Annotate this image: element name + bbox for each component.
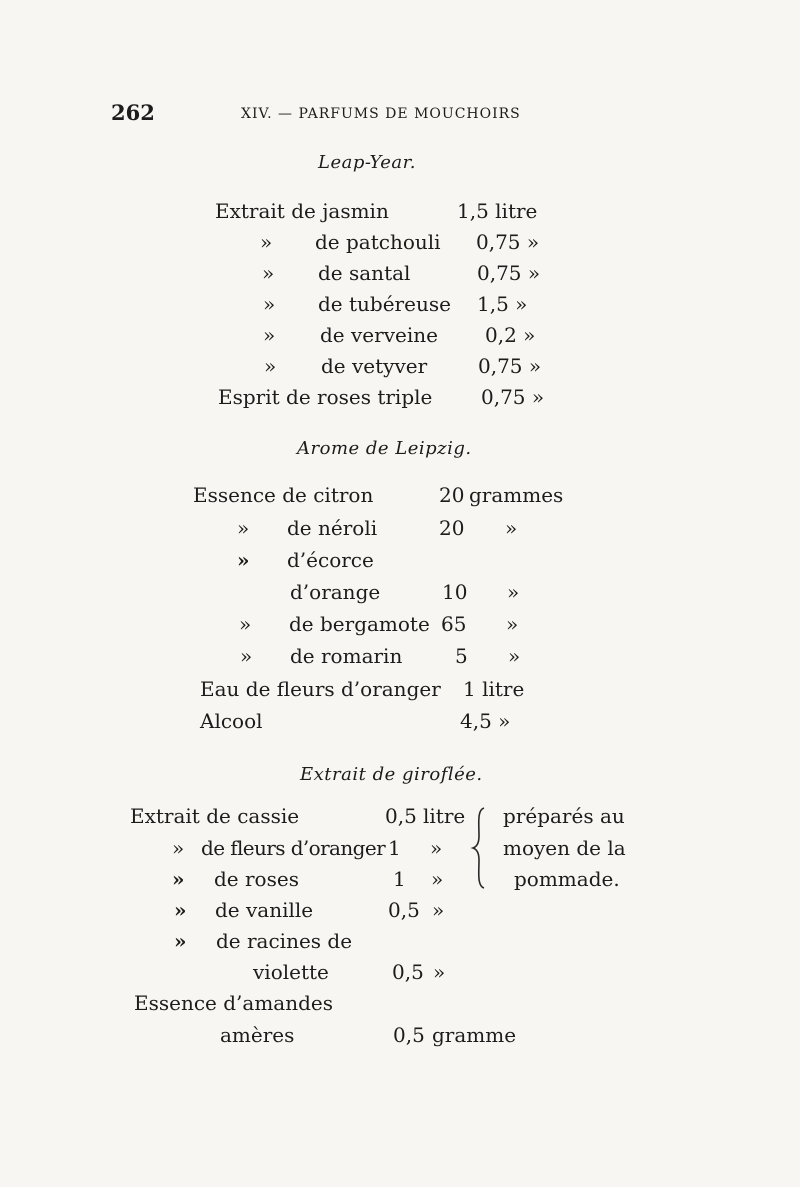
ingredient-name: de romarin [290,644,403,668]
ingredient-amount: 20 [439,516,465,540]
ingredient-amount: 20 [439,483,465,507]
ingredient-name: Esprit de roses triple [218,385,433,409]
ingredient-name-continued: amères [220,1023,295,1047]
ingredient-amount: 1 [388,836,401,860]
ditto-mark: » [237,516,250,540]
ingredient-quantity: 0,75 » [476,230,540,254]
ingredient-amount: 4,5 » [460,709,511,733]
ingredient-quantity: 0,75 » [481,385,545,409]
ditto-mark: » [237,548,250,572]
recipe-title: Arome de Leipzig. [297,438,472,459]
ditto-mark: » [262,261,275,285]
ingredient-amount: 10 [442,580,468,604]
ingredient-name: de racines de [216,929,353,953]
ingredient-quantity: 1,5 » [477,292,528,316]
side-note-line: pommade. [514,867,620,891]
ingredient-name: Extrait de jasmin [215,199,389,223]
ingredient-amount: 0,5 [393,1023,425,1047]
ingredient-name: de roses [214,867,299,891]
ditto-mark: » [260,230,273,254]
ingredient-unit: » [433,960,446,984]
ingredient-amount: 1 litre [463,677,525,701]
ingredient-unit: gramme [432,1023,517,1047]
ditto-mark: » [239,612,252,636]
ingredient-unit: » [508,644,521,668]
ingredient-unit: » [431,867,444,891]
ingredient-quantity: 1,5 litre [457,199,538,223]
ingredient-name: Extrait de cassie [130,804,300,828]
ingredient-unit: » [430,836,443,860]
ingredient-name: de bergamote [289,612,430,636]
ingredient-name: Eau de fleurs d’oranger [200,677,441,701]
curly-brace-icon [470,806,490,890]
ditto-mark: » [174,898,187,922]
ingredient-amount: 65 [441,612,467,636]
side-note-line: préparés au [503,804,625,828]
ingredient-name: de vetyver [321,354,428,378]
ingredient-amount: 0,5 [388,898,420,922]
ingredient-name-continued: d’orange [290,580,381,604]
ingredient-amount: 1 [393,867,406,891]
ingredient-name: de tubéreuse [318,292,451,316]
ditto-mark: » [172,867,185,891]
ditto-mark: » [174,929,187,953]
ingredient-amount: 0,5 [385,804,417,828]
ingredient-unit: litre [423,804,466,828]
ditto-mark: » [264,354,277,378]
ingredient-unit: » [432,898,445,922]
ingredient-name: Alcool [200,709,263,733]
page-number: 262 [111,100,155,125]
ingredient-unit: » [505,516,518,540]
ingredient-name: de santal [318,261,411,285]
ingredient-unit: grammes [469,483,564,507]
ingredient-amount: 0,5 [392,960,424,984]
ingredient-amount: 5 [455,644,468,668]
ingredient-name: Essence de citron [193,483,374,507]
ingredient-name: d’écorce [287,548,374,572]
ditto-mark: » [240,644,253,668]
ingredient-name-continued: violette [253,960,329,984]
recipe-title: Leap-Year. [318,152,417,173]
ingredient-name: de verveine [320,323,438,347]
ingredient-name: de fleurs d’oranger [201,836,386,860]
ingredient-name: de patchouli [315,230,441,254]
running-title: XIV. — PARFUMS DE MOUCHOIRS [241,106,521,122]
ingredient-name: Essence d’amandes [134,991,333,1015]
side-note-line: moyen de la [503,836,626,860]
ditto-mark: » [263,292,276,316]
ingredient-unit: » [506,612,519,636]
ingredient-unit: » [507,580,520,604]
ditto-mark: » [263,323,276,347]
ingredient-name: de vanille [215,898,314,922]
ditto-mark: » [172,836,185,860]
ingredient-name: de néroli [287,516,378,540]
ingredient-quantity: 0,75 » [478,354,542,378]
recipe-title: Extrait de giroflée. [300,764,483,785]
ingredient-quantity: 0,75 » [477,261,541,285]
ingredient-quantity: 0,2 » [485,323,536,347]
